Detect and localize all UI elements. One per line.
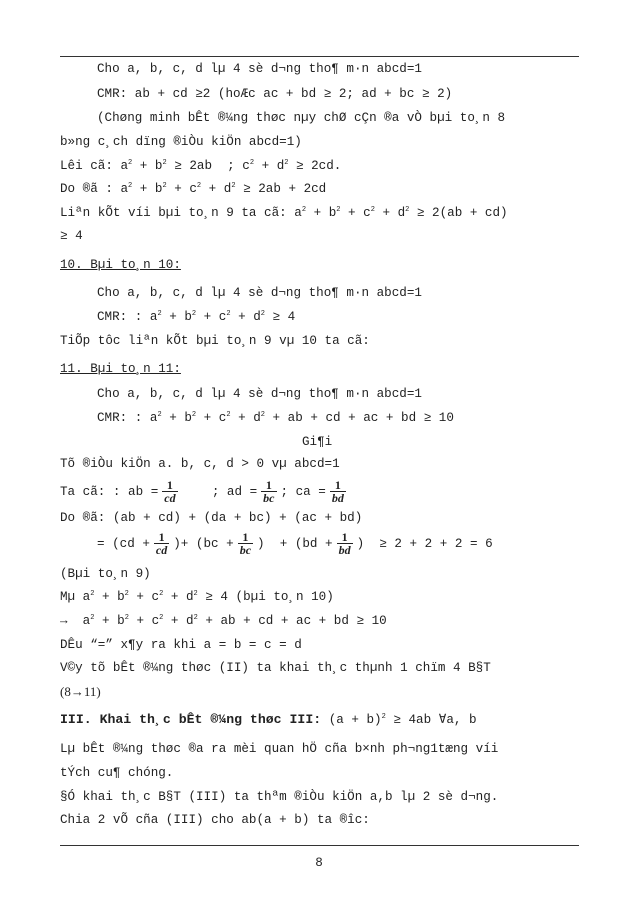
text-line: TiÕp tôc liªn kÕt bµi to¸n 9 vµ 10 ta cã: [60,334,370,348]
text-line: (Bµi to¸n 9) [60,567,151,581]
text-line: §Ó khai th¸c B§T (III) ta thªm ®iÒu kiÖn a,b lµ 2 sè d¬ng. [60,790,499,804]
text-line: Cho a, b, c, d lµ 4 sè d¬ng tho¶ m·n abcd=1 [97,62,422,76]
formula-line: Do ®ã: (ab + cd) + (da + bc) + (ac + bd) [60,511,363,525]
section-heading-11: 11. Bµi to¸n 11: [60,362,181,376]
fraction: $\frac{1}{cd}$ [155,530,168,558]
text-line: DÊu “=” x¶y ra khi a = b = c = d [60,638,302,652]
header-rule [60,56,579,57]
solution-label: Gi¶i [302,435,333,449]
text-line: tÝch cu¶ chóng. [60,766,174,780]
text-line: Tõ ®iÒu kiÖn a. b, c, d > 0 vµ abcd=1 [60,457,340,471]
text-line: V©y tõ bÊt ®¼ng thøc (II) ta khai th¸c thµnh 1 chïm 4 B§T [60,661,491,675]
text-line: ≥ 4 [60,229,83,243]
page-number: 8 [315,856,323,870]
section-heading-10: 10. Bµi to¸n 10: [60,258,181,272]
formula-line: Ta cã: : ab = $\frac{1}{cd}$ ; ad = $\frac{1}{bc}$ ; ca = $\frac{1}{bd}$ [60,478,344,506]
text-line: Lµ bÊt ®¼ng thøc ®a ra mèi quan hÖ cña b×nh ph¬ng1tæng víi [60,742,499,756]
text-line: (Chøng minh bÊt ®¼ng thøc nµy chØ cÇn ®a vÒ bµi to¸n 8 [97,111,506,125]
fraction: $\frac{1}{bc}$ [263,478,275,506]
text-line: CMR: ab + cd ≥2 (hoÆc ac + bd ≥ 2; ad + bc ≥ 2) [97,87,453,101]
text-line: Cho a, b, c, d lµ 4 sè d¬ng tho¶ m·n abcd=1 [97,387,422,401]
footer-rule [60,845,579,846]
formula-line: CMR: : $a^2 + b^2 + c^2 + d^2 \ge 4$ [97,310,296,324]
formula-line: → $a^2 + b^2 + c^2 + d^2$ + ab + cd + ac + bd ≥ 10 [60,614,387,628]
text-line: Chia 2 vÕ cña (III) cho ab(a + b) ta ®îc: [60,813,370,827]
fraction: $\frac{1}{cd}$ [164,478,176,506]
section-heading-3: III. Khai th¸c bÊt ®¼ng thøc III: $(a + b)^2 \ge 4ab$ ∀a, b [60,712,477,727]
hint-line: Lêi cã: $a^2 + b^2 \ge 2ab$ ; $c^2 + d^2 \ge 2cd$. [60,159,342,173]
formula-line: Liªn kÕt víi bµi to¸n 9 ta cã: $a^2 + b^2 + c^2 + d^2 \ge 2(ab + cd)$ [60,206,508,220]
fraction: $\frac{1}{bd}$ [338,530,351,558]
text-line: Cho a, b, c, d lµ 4 sè d¬ng tho¶ m·n abcd=1 [97,286,422,300]
arrow-icon: → [60,614,68,628]
formula-line: Mµ $a^2 + b^2 + c^2 + d^2 \ge 4$ (bµi to¸n 10) [60,590,334,604]
text-line: b»ng c¸ch dïng ®iÒu kiÖn abcd=1) [60,135,302,149]
fraction: $\frac{1}{bd}$ [331,478,344,506]
formula-line: = (cd + $\frac{1}{cd}$ )+ (bc + $\frac{1}{bc}$ ) + (bd + $\frac{1}{bd}$ ) ≥ 2 + 2 + 2 = 6 [97,530,493,558]
text-line: (8→11) [60,684,101,699]
formula-line: CMR: : $a^2 + b^2 + c^2 + d^2$ + ab + cd + ac + bd ≥ 10 [97,411,454,425]
fraction: $\frac{1}{bc}$ [239,530,252,558]
formula-line: Do ®ã : $a^2 + b^2 + c^2 + d^2 \ge 2ab + 2cd$ [60,182,327,196]
